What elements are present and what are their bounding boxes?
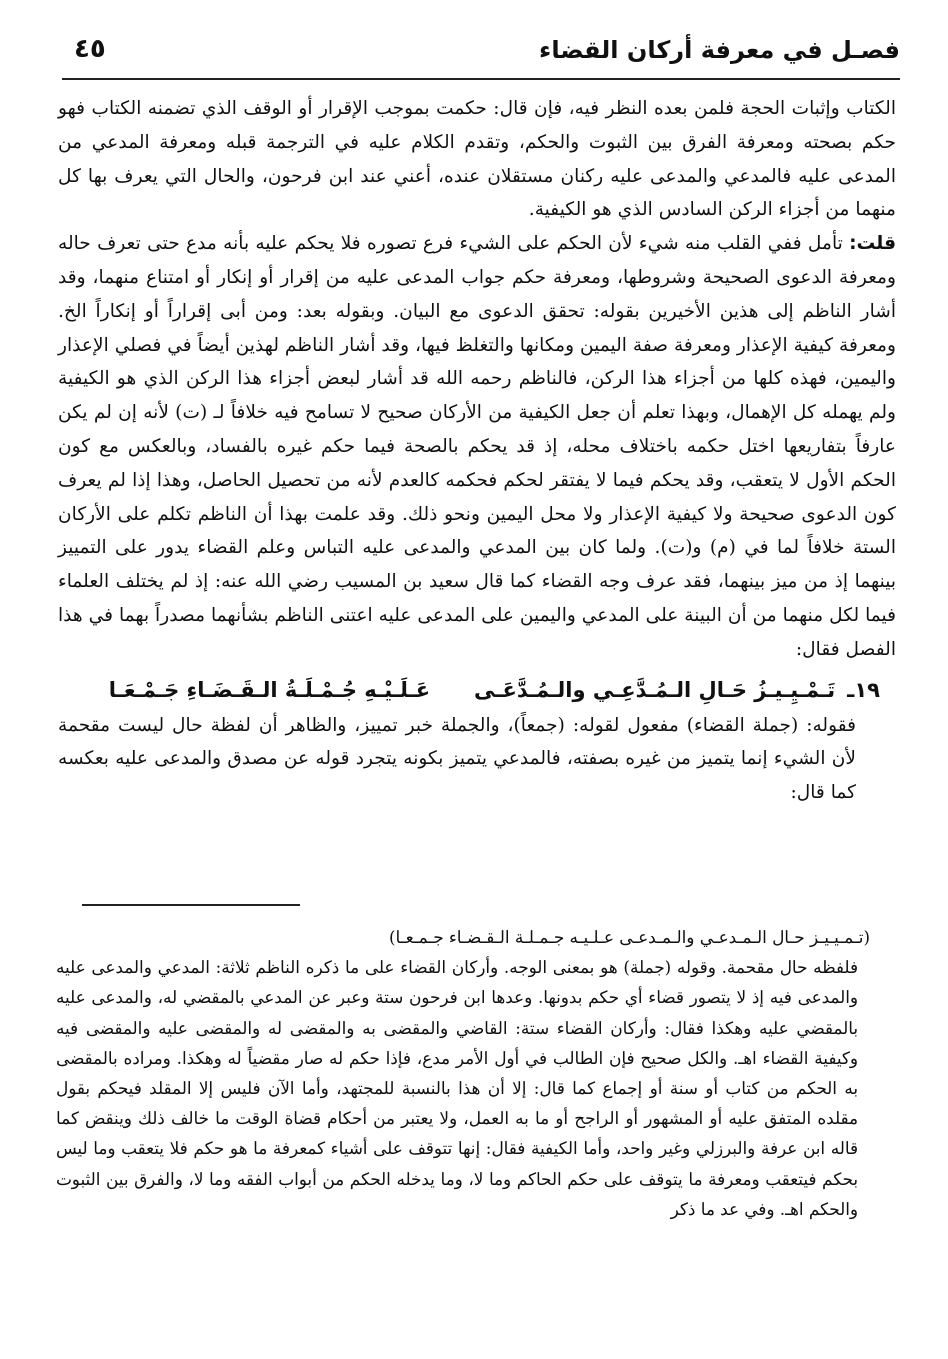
chapter-title: فصـل في معرفة أركان القضاء xyxy=(539,36,900,64)
poem-verse xyxy=(58,673,896,707)
paragraph-3: فقوله: (جملة القضاء) مفعول لقوله: (جمعاً)، والجملة خبر تمييز، والظاهر أن لفظة حال ليست مقحمة لأن الشيء إنما يتميز من غيره بصفته، فالمدعي يتميز بكونه يتجرد قوله عن مصدق والمدعى عليه بعكسه كما قال: xyxy=(58,714,856,804)
verse-hemistich-2: عَـلَـيْـهِ جُـمْـلَـةُ الـقَـضَـاءِ جَـمْـعَـا xyxy=(108,677,431,702)
footnote xyxy=(56,922,898,1224)
page-number: ٤٥ xyxy=(74,34,106,64)
main-text xyxy=(58,92,896,810)
paragraph-2-body: تأمل ففي القلب منه شيء لأن الحكم على الشيء فرع تصوره فلا يحكم عليه بأنه مدع حتى تعرف حاله ومعرفة الدعوى الصحيحة وشروطها، ومعرفة حكم جواب المدعى عليه من إقرار أو إنكار أو امتناع منهما، وقد أشار الناظم إلى هذين الأخيرين بقوله: تحقق الدعوى مع البيان. وبقوله بعد: ومن أبى إقراراً أو إنكاراً الخ. ومعرفة كيفية الإعذار ومعرفة صفة اليمين ومكانها والتغلظ فيها، وقد أشار الناظم لهذين أيضاً في فصلي الإعذار واليمين، فهذه كلها من أجزاء هذا الركن، فالناظم رحمه الله قد أشار لبعض أجزاء هذا الركن الذي هو الكيفية ولم يهمله كل الإهمال، وبهذا تعلم أن جعل الكيفية من الأركان صحيح لا تسامح فيه خلافاً لـ (ت) لأنه إن لم يكن عارفاً بتفاريعها اختل حكمه باختلاف محله، إذ قد يحكم بالصحة فيما حكم غيره بالفساد، وبالعكس مع كون الحكم الأول لا يتعقب، وقد يحكم فيما لا يفتقر لحكم فحكمه كالعدم لأنه من تحصيل الحاصل، وهذا إذا لم يعرف كون الدعوى صحيحة ولا كيفية الإعذار ولا محل اليمين ونحو ذلك. وقد علمت بهذا أن الناظم تكلم على الأركان الستة خلافاً لما في (م) و(ت). ولما كان بين المدعي والمدعى عليه التباس وعلم القضاء يدور على التمييز بينهما إذ من ميز بينهما، فقد عرف وجه القضاء كما قال سعيد بن المسيب رضي الله عنه: إذ لم يختلف العلماء فيما لكل منهما من أن البينة على المدعي واليمين على المدعى عليه اعتنى الناظم بشأنهما مصدراً بهما في هذا الفصل فقال: xyxy=(58,233,896,660)
verse-hemistich-1: تَـمْـيِـيـزُ حَـالِ الـمُـدَّعِـي والـمُـدَّعَـى xyxy=(474,677,836,702)
verse-number: ١٩ـ xyxy=(847,677,880,702)
paragraph-2-lead: قلت: xyxy=(849,233,896,255)
paragraph-2 xyxy=(58,227,896,666)
paragraph-1: الكتاب وإثبات الحجة فلمن بعده النظر فيه، فإن قال: حكمت بموجب الإقرار أو الوقف الذي تضمنه الكتاب فهو حكم بصحته ومعرفة الفرق بين الثبوت والحكم، وتقدم الكلام عليه في الترجمة قبله ومعرفة المدعي من المدعى عليه فالمدعي والمدعى عليه ركنان مستقلان عنده، أعني عند ابن فرحون، والحال التي يعرف بها كل منهما من أجزاء الركن السادس الذي هو الكيفية. xyxy=(58,98,896,221)
footnote-verse: (تـمـيـيـز حـال الـمـدعـي والـمـدعـى عـلـيـه جـمـلـة الـقـضـاء جـمـعـا) xyxy=(389,927,870,947)
page-header xyxy=(62,22,900,80)
footnote-body: فلفظه حال مقحمة. وقوله (جملة) هو بمعنى الوجه. وأركان القضاء على ما ذكره الناظم ثلاثة: المدعي والمدعى عليه والمدعى فيه إذ لا يتصور قضاء أي حكم بدونها. وعدها ابن فرحون ستة وعبر عن المدعي بالمقضي له، والمدعى عليه بالمقضي عليه وهكذا فقال: وأركان القضاء ستة: القاضي والمقضى به والمقضى له والمقضى عليه والمقضى فيه وكيفية القضاء اهـ. والكل صحيح فإن الطالب في أول الأمر مدع، فإذا حكم له صار مقضياً له وهكذا. ومراده بالمقضى به الحكم من كتاب أو سنة أو إجماع كما قال: إلا أن هذا بالنسبة للمجتهد، وأما الآن فليس إلا المقلد فيحكم بقول مقلده المتفق عليه أو المشهور أو الراجح أو ما به العمل، ولا يعتبر من أحكام قضاة الوقت ما خالف ذلك وينقض كما قاله ابن عرفة والبرزلي وغير واحد، وأما الكيفية فقال: إنها تتوقف على أشياء كمعرفة ما هو حكم فلا يتعقب وما ليس بحكم فيتعقب ومعرفة ما يتوقف على حكم الحاكم وما لا، وما يدخله الحكم من أبواب الفقه وما لا، والفرق بين الثبوت والحكم اهـ. وفي عد ما ذكر xyxy=(56,957,858,1219)
footnote-separator xyxy=(82,904,300,906)
